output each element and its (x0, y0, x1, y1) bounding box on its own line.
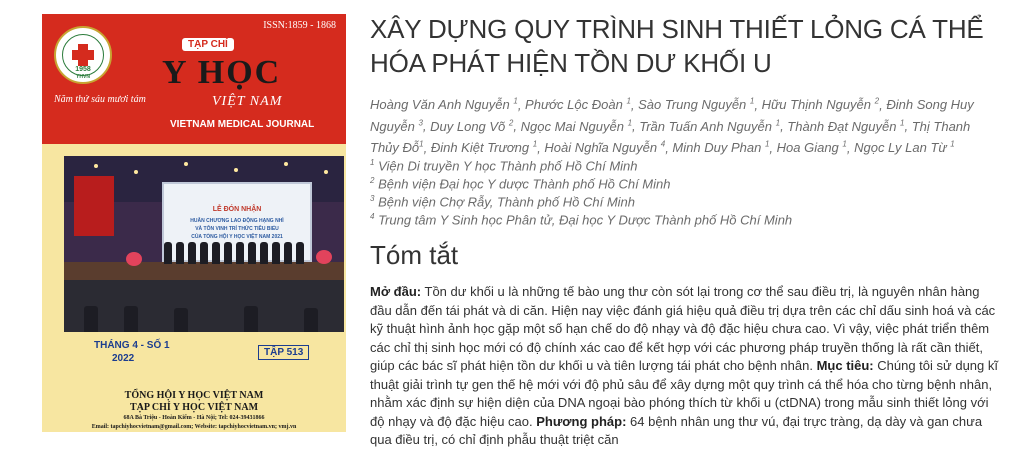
journal-country: VIỆT NAM (212, 94, 283, 109)
author-link[interactable]: Ngọc Mai Nguyễn $^1$ (520, 118, 633, 134)
author-link[interactable]: Hữu Thịnh Nguyễn $^2$ (761, 97, 880, 113)
author-link[interactable]: Phước Lộc Đoàn $^1$ (525, 97, 631, 113)
cover-tagline: Năm thứ sáu mươi tám (54, 94, 146, 105)
author-link[interactable]: Đinh Kiệt Trương $^1$ (430, 139, 538, 155)
author-link[interactable]: Thành Đạt Nguyễn $^1$ (787, 118, 905, 134)
author-link[interactable]: Hoàng Văn Anh Nguyễn $^1$ (370, 97, 518, 113)
journal-logo (54, 26, 112, 84)
cover-contact: Email: tapchiyhocvietnam@gmail.com; Website: tapchiyhocvietnam.vn; vmj.vn (91, 424, 297, 430)
author-link[interactable]: Sào Trung Nguyễn $^1$ (638, 97, 755, 113)
author-link[interactable]: Trần Tuấn Anh Nguyễn $^1$ (639, 118, 781, 134)
journal-english-name: VIETNAM MEDICAL JOURNAL (170, 119, 315, 130)
author-link[interactable]: Ngọc Ly Lan Từ $^1$ (854, 139, 955, 155)
abstract-label-method: Phương pháp: (536, 413, 627, 429)
abstract-label-aim: Mục tiêu: (816, 358, 874, 373)
summary-heading: Tóm tắt (370, 240, 459, 270)
author-link[interactable]: Thị Thanh Thủy Đỗ$^1$ (370, 118, 971, 155)
journal-cover[interactable] (42, 14, 346, 432)
journal-name: Y HỌC (162, 54, 282, 91)
cover-year: 2022 (112, 353, 135, 364)
abstract-intro: Tồn dư khối u là những tế bào ung thư còn sót lại trong cơ thể sau điều trị, là nguyên nhân hàng đầu dẫn đến tái phát và di căn. Hiện nay việc đánh giá hiệu quả điều trị dựa trên các chỉ dấu sinh hoá và các kỹ thuật hình ảnh học gặp một số hạn chế do độ nhạy và độ đặc hiệu chưa cao. Vì vậy, việc phát triển thêm các chỉ thị sinh học mới có độ chính xác cao để kết hợp với các phương pháp truyền thống là rất cần thiết, giúp các bác sĩ phát hiện tồn dư khối u và tiên lượng tái phát cho bệnh nhân. (370, 284, 996, 373)
abstract-method: 64 bệnh nhân ung thư vú, đại trực tràng, dạ dày và gan chưa qua điều trị, có chỉ định phẫu thuật triệt căn (370, 413, 983, 447)
cover-volume: TẬP 513 (258, 345, 309, 360)
affiliation: $^3$ Bệnh viện Chợ Rẫy, Thành phố Hồ Chí Minh (370, 194, 635, 210)
logo-text: YHVN (76, 74, 90, 80)
author-link[interactable]: Đinh Song Huy Nguyễn $^3$ (370, 97, 974, 134)
event-line-2: VÀ TÔN VINH TRÍ THỨC TIÊU BIỂU (195, 226, 279, 232)
cover-association: TỔNG HỘI Y HỌC VIỆT NAM (124, 390, 264, 401)
article-title: XÂY DỰNG QUY TRÌNH SINH THIẾT LỎNG CÁ THỂ HÓA PHÁT HIỆN TỒN DƯ KHỐI U (370, 14, 984, 78)
event-line-1: HUÂN CHƯƠNG LAO ĐỘNG HẠNG NHÌ (190, 218, 284, 224)
affiliation: $^4$ Trung tâm Y Sinh học Phân tử, Đại học Y Dược Thành phố Hồ Chí Minh (370, 212, 793, 228)
flag-banner (74, 176, 114, 236)
cover-publisher: TẠP CHÍ Y HỌC VIỆT NAM (129, 402, 259, 413)
cover-issue: THÁNG 4 - SỐ 1 (94, 340, 170, 351)
event-title: LỄ ĐÓN NHẬN (212, 206, 262, 213)
event-line-3: CỦA TỔNG HỘI Y HỌC VIỆT NAM 2021 (191, 234, 283, 240)
issn: ISSN:1859 - 1868 (263, 20, 336, 31)
author-link[interactable]: Hoa Giang $^1$ (776, 139, 847, 155)
author-link[interactable]: Minh Duy Phan $^1$ (672, 139, 770, 155)
cover-photo (64, 156, 344, 332)
affiliation: $^2$ Bệnh viện Đại học Y dược Thành phố Hồ Chí Minh (370, 176, 671, 192)
author-list: Hoàng Văn Anh Nguyễn $^1$, Phước Lộc Đoàn $^1$, Sào Trung Nguyễn $^1$, Hữu Thịnh Nguyễn $^2$, Đinh Song Huy Nguyễn $^3$, Duy Long Võ $^2$, Ngọc Mai Nguyễn $^1$, Trần Tuấn Anh Nguyễn $^1$, Thành Đạt Nguyễn $^1$, Thị Thanh Thủy Đỗ$^1$, Đinh Kiệt Trương $^1$, Hoài Nghĩa Nguyễn $^4$, Minh Duy Phan $^1$, Hoa Giang $^1$, Ngọc Ly Lan Từ $^1$ (370, 97, 974, 155)
author-link[interactable]: Duy Long Võ $^2$ (430, 118, 514, 134)
logo-year: 1958 (75, 66, 91, 73)
tapchi-badge: TẠP CHÍ (182, 38, 234, 51)
abstract-body (370, 283, 998, 450)
cover-address: 68A Bà Triệu - Hoàn Kiếm - Hà Nội; Tel: 024-39431866 (123, 415, 265, 421)
affiliation: $^1$ Viện Di truyền Y học Thành phố Hồ Chí Minh (370, 158, 638, 174)
cover-header (42, 14, 346, 144)
author-link[interactable]: Hoài Nghĩa Nguyễn $^4$ (544, 139, 666, 155)
abstract-label-intro: Mở đầu: (370, 284, 422, 299)
abstract-aim: Chúng tôi sử dụng kĩ thuật giải trình tự gen thế hệ mới với độ phủ sâu để xây dựng một quy trình cá thể hóa cho từng bệnh nhân, nhằm xác định sự hiện diện của DNA ngoại bào phóng thích từ khối u (ctDNA) trong mẫu sinh thiết lỏng với độ nhạy và độ đặc hiệu cao. (370, 358, 998, 429)
